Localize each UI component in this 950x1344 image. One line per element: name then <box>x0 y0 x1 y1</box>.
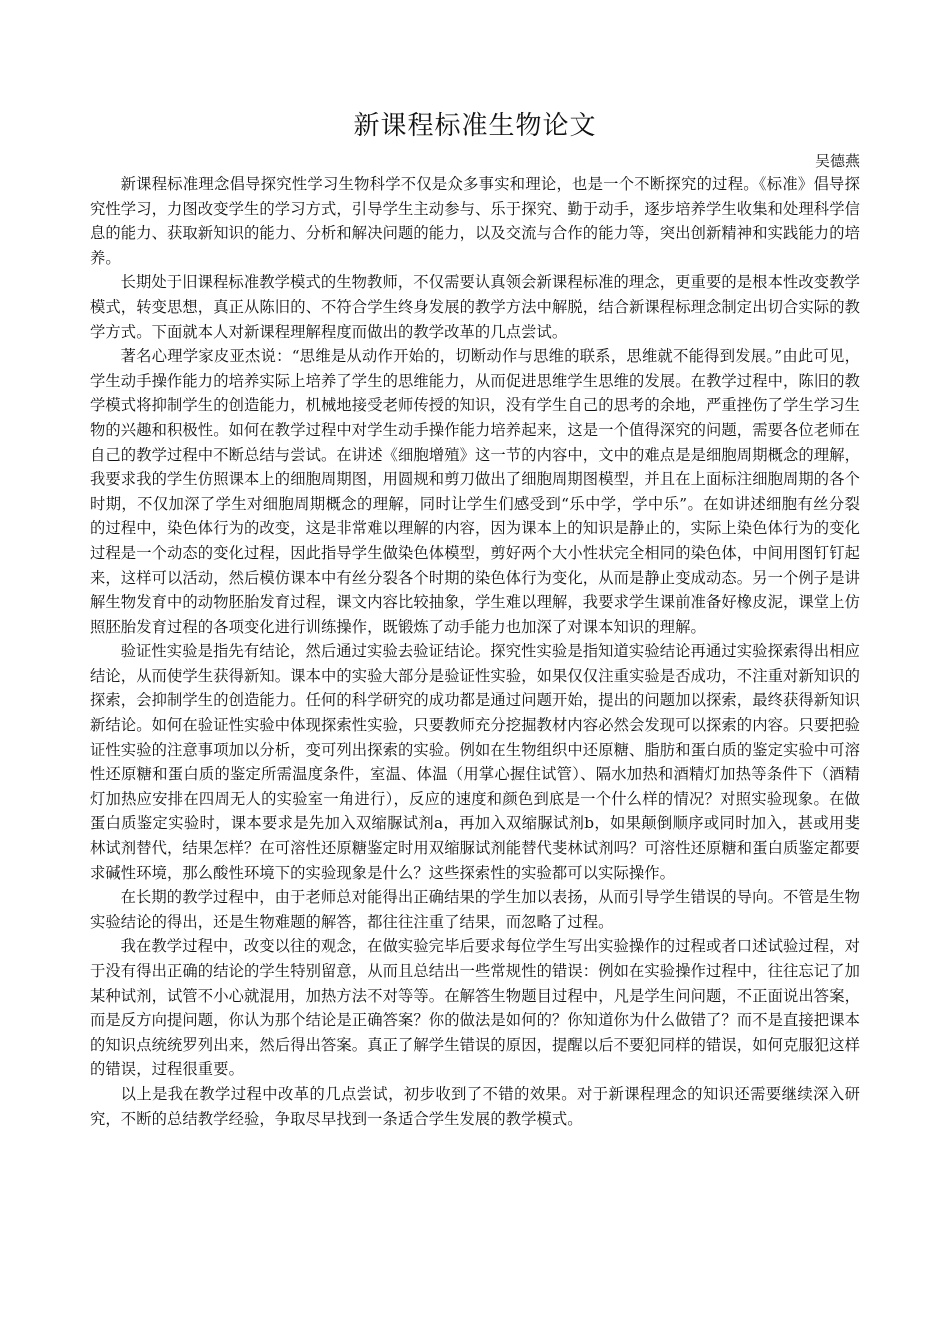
paragraph-6: 我在教学过程中，改变以往的观念，在做实验完毕后要求每位学生写出实验操作的过程或者口述试验过程，对于没有得出正确的结论的学生特别留意，从而且总结出一些常规性的错误：例如在实验操作过程中，往往忘记了加某种试剂，试管不小心就混用，加热方法不对等等。在解答生物题目过程中，凡是学生问问题，不正面说出答案，而是反方向提问题，你认为那个结论是正确答案？你的做法是如何的？你知道你为什么做错了？而不是直接把课本的知识点统统罗列出来，然后得出答案。真正了解学生错误的原因，提醒以后不要犯同样的错误，如何克服犯这样的错误，过程很重要。 <box>90 937 860 1079</box>
paragraph-1: 新课程标准理念倡导探究性学习生物科学不仅是众多事实和理论，也是一个不断探究的过程。《标准》倡导探究性学习，力图改变学生的学习方式，引导学生主动参与、乐于探究、勤于动手，逐步培养学生收集和处理科学信息的能力、获取新知识的能力、分析和解决问题的能力，以及交流与合作的能力等，突出创新精神和实践能力的培养。 <box>90 175 860 267</box>
author-name: 吴德燕 <box>814 152 860 170</box>
paragraph-3: 著名心理学家皮亚杰说：“思维是从动作开始的，切断动作与思维的联系，思维就不能得到发展。”由此可见，学生动手操作能力的培养实际上培养了学生的思维能力，从而促进思维学生思维的发展。在教学过程中，陈旧的教学模式将抑制学生的创造能力，机械地接受老师传授的知识，没有学生自己的思考的余地，严重挫伤了学生学习生物的兴趣和积极性。如何在教学过程中对学生动手操作能力培养起来，这是一个值得深究的问题，需要各位老师在自己的教学过程中不断总结与尝试。在讲述《细胞增殖》这一节的内容中，文中的难点是是细胞周期概念的理解，我要求我的学生仿照课本上的细胞周期图，用圆规和剪刀做出了细胞周期图模型，并且在上面标注细胞周期的各个时期，不仅加深了学生对细胞周期概念的理解，同时让学生们感受到“乐中学，学中乐”。在如讲述细胞有丝分裂的过程中，染色体行为的改变，这是非常难以理解的内容，因为课本上的知识是静止的，实际上染色体行为的变化过程是一个动态的变化过程，因此指导学生做染色体模型，剪好两个大小性状完全相同的染色体，中间用图钉钉起来，这样可以活动，然后模仿课本中有丝分裂各个时期的染色体行为变化，从而是静止变成动态。另一个例子是讲解生物发育中的动物胚胎发育过程，课文内容比较抽象，学生难以理解，我要求学生课前准备好橡皮泥，课堂上仿照胚胎发育过程的各项变化进行训练操作，既锻炼了动手能力也加深了对课本知识的理解。 <box>90 347 860 636</box>
paragraph-5: 在长期的教学过程中，由于老师总对能得出正确结果的学生加以表扬，从而引导学生错误的导向。不管是生物实验结论的得出，还是生物难题的解答，都往往注重了结果，而忽略了过程。 <box>90 888 860 931</box>
document-title: 新课程标准生物论文 <box>353 111 597 141</box>
document-page <box>90 104 860 1131</box>
paragraph-7: 以上是我在教学过程中改革的几点尝试，初步收到了不错的效果。对于新课程理念的知识还需要继续深入研究，不断的总结教学经验，争取尽早找到一条适合学生发展的教学模式。 <box>90 1084 860 1128</box>
document-body <box>90 172 860 1131</box>
paragraph-2: 长期处于旧课程标准教学模式的生物教师，不仅需要认真领会新课程标准的理念，更重要的是根本性改变教学模式，转变思想，真正从陈旧的、不符合学生终身发展的教学方法中解脱，结合新课程标理念制定出切合实际的教学方式。下面就本人对新课程理解程度而做出的教学改革的几点尝试。 <box>90 273 860 341</box>
paragraph-4: 验证性实验是指先有结论，然后通过实验去验证结论。探究性实验是指知道实验结论再通过实验探索得出相应结论，从而使学生获得新知。课本中的实验大部分是验证性实验，如果仅仅注重实验是否成功，不注重对新知识的探索，会抑制学生的创造能力。任何的科学研究的成功都是通过问题开始，提出的问题加以探索，最终获得新知识新结论。如何在验证性实验中体现探索性实验，只要教师充分挖掘教材内容必然会发现可以探索的内容。只要把验证性实验的注意事项加以分析，变可列出探索的实验。例如在生物组织中还原糖、脂肪和蛋白质的鉴定实验中可溶性还原糖和蛋白质的鉴定所需温度条件，室温、体温（用掌心握住试管）、隔水加热和酒精灯加热等条件下（酒精灯加热应安排在四周无人的实验室一角进行），反应的速度和颜色到底是一个什么样的情况？对照实验现象。在做蛋白质鉴定实验时，课本要求是先加入双缩脲试剂a，再加入双缩脲试剂b，如果颠倒顺序或同时加入，甚或用斐林试剂替代，结果怎样？在可溶性还原糖鉴定时用双缩脲试剂能替代斐林试剂吗？可溶性还原糖和蛋白质鉴定都要求碱性环境，那么酸性环境下的实验现象是什么？这些探索性的实验都可以实际操作。 <box>90 642 860 882</box>
